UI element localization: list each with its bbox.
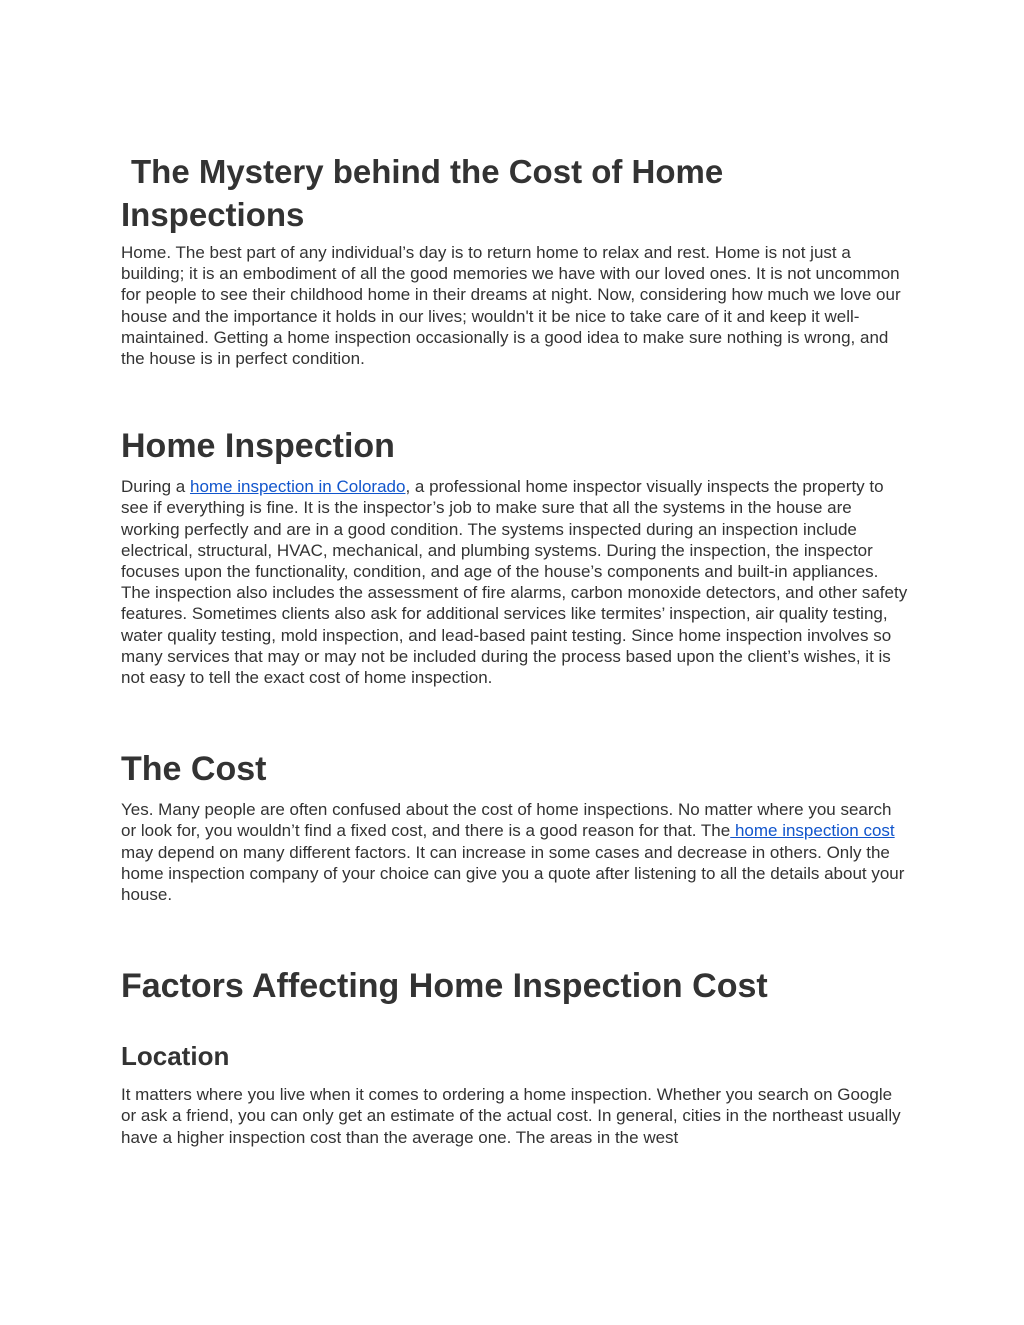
document-title-continued: Inspections (121, 196, 305, 233)
cost-paragraph (121, 799, 911, 905)
intro-paragraph: Home. The best part of any individual’s day is to return home to relax and rest. Home is not just a building; it is an embodiment of all the good memories we have with our loved ones. It is not uncommon for people to see their childhood home in their dreams at night. Now, considering how much we love our house and the importance it holds in our lives; wouldn't it be nice to take care of it and keep it well-maintained. Getting a home inspection occasionally is a good idea to make sure nothing is wrong, and the house is in perfect condition. (121, 243, 901, 369)
home-inspection-text-end: , a professional home inspector visually inspects the property to see if everything is fine. It is the inspector’s job to make sure that all the systems in the house are working perfectly and are in a good condition. The systems inspected during an inspection include electrical, structural, HVAC, mechanical, and plumbing systems. During the inspection, the inspector focuses upon the functionality, condition, and age of the house’s components and built-in appliances. The inspection also includes the assessment of fire alarms, carbon monoxide detectors, and other safety features. Sometimes clients also ask for additional services like termites’ inspection, air quality testing, water quality testing, mold inspection, and lead-based paint testing. Since home inspection involves so many services that may or may not be included during the process based upon the client’s wishes, it is not easy to tell the exact cost of home inspection. (121, 477, 908, 688)
cost-heading: The Cost (121, 750, 267, 789)
home-inspection-text-start: During a (121, 477, 190, 497)
cost-text-start: Yes. Many people are often confused about the cost of home inspections. No matter where you search or look for, you wouldn’t find a fixed cost, and there is a good reason for that. The (121, 800, 892, 841)
home-inspection-colorado-link[interactable]: home inspection in Colorado (189, 477, 406, 497)
location-subheading: Location (121, 1041, 230, 1072)
document-title: The Mystery behind the Cost of Home (131, 153, 724, 190)
home-inspection-heading: Home Inspection (121, 427, 395, 466)
home-inspection-cost-link[interactable]: home inspection cost (730, 821, 895, 841)
document-page (121, 150, 911, 1148)
home-inspection-paragraph (121, 476, 911, 688)
factors-heading: Factors Affecting Home Inspection Cost (121, 967, 768, 1006)
location-paragraph: It matters where you live when it comes to ordering a home inspection. Whether you search on Google or ask a friend, you can only get an estimate of the actual cost. In general, cities in the northeast usually have a higher inspection cost than the average one. The areas in the west (121, 1085, 901, 1147)
cost-text-end: may depend on many different factors. It can increase in some cases and decrease in others. Only the home inspection company of your choice can give you a quote after listening to all the details about your house. (121, 842, 905, 905)
